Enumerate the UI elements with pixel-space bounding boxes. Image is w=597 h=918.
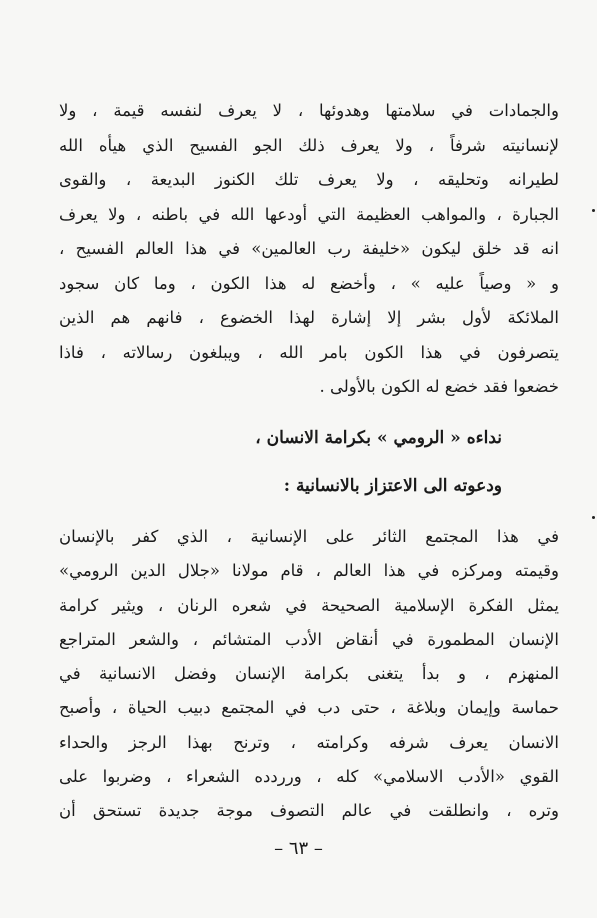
text-line: يتصرفون في هذا الكون بامر الله ، ويبلغون رسالاته ، فاذا bbox=[59, 342, 559, 362]
text-line: وتره ، وانطلقت في عالم التصوف موجة جديدة تستحق أن bbox=[59, 801, 559, 821]
scan-speck bbox=[592, 209, 595, 212]
text-line: القوي «الأدب الاسلامي» كله ، ورردده الشعراء ، وضربوا على bbox=[59, 767, 559, 787]
text-line: يمثل الفكرة الإسلامية الصحيحة في شعره الرنان ، ويثير كرامة bbox=[59, 595, 559, 615]
text-line: الجبارة ، والمواهب العظيمة التي أودعها الله في باطنه ، ولا يعرف bbox=[59, 204, 559, 224]
text-line: والجمادات في سلامتها وهدوئها ، لا يعرف لنفسه قيمة ، ولا bbox=[59, 101, 559, 120]
paragraph-1 bbox=[59, 94, 559, 405]
text-line: المنهزم ، و بدأ يتغنى بكرامة الإنسان وفضل الانسانية في bbox=[59, 664, 559, 684]
text-line: لإنسانيته شرفاً ، ولا يعرف ذلك الجو الفسيح الذي هيأه الله bbox=[59, 135, 559, 155]
text-line: وقيمته ومركزه في هذا العالم ، قام مولانا «جلال الدين الرومي» bbox=[59, 561, 559, 581]
text-line: في هذا المجتمع الثائر على الإنسانية ، الذي كفر بالإنسان bbox=[59, 527, 559, 546]
text-line: الإنسان المطمورة في أنقاض الأدب المتشائم ، والشعر المتراجع bbox=[59, 629, 559, 649]
text-line: لطيرانه وتحليقه ، ولا يعرف تلك الكنوز البديعة ، والقوى bbox=[59, 170, 559, 189]
text-line: حماسة وإيمان وبلاغة ، حتى دب في المجتمع دبيب الحياة ، وأصبح bbox=[59, 698, 559, 718]
paragraph-2 bbox=[59, 520, 559, 829]
text-line: الملائكة لأول بشر إلا إشارة لهذا الخضوع ، فانهم هم الذين bbox=[59, 308, 559, 327]
page-number: – ٦٣ – bbox=[274, 838, 323, 859]
text-line: انه قد خلق ليكون «خليفة رب العالمين» في هذا العالم الفسيح ، bbox=[59, 239, 559, 258]
text-line: الانسان يعرف شرفه وكرامته ، وترنح بهذا الرجز والحداء bbox=[59, 732, 559, 752]
text-line: خضعوا فقد خضع له الكون بالأولى . bbox=[319, 377, 559, 396]
scan-speck bbox=[592, 516, 595, 519]
text-line: و « وصياً عليه » ، وأخضع له هذا الكون ، وما كان سجود bbox=[59, 273, 559, 293]
section-heading: نداءه « الرومي » بكرامة الانسان ، bbox=[255, 428, 502, 448]
section-subheading: ودعوته الى الاعتزاز بالانسانية : bbox=[283, 476, 502, 496]
